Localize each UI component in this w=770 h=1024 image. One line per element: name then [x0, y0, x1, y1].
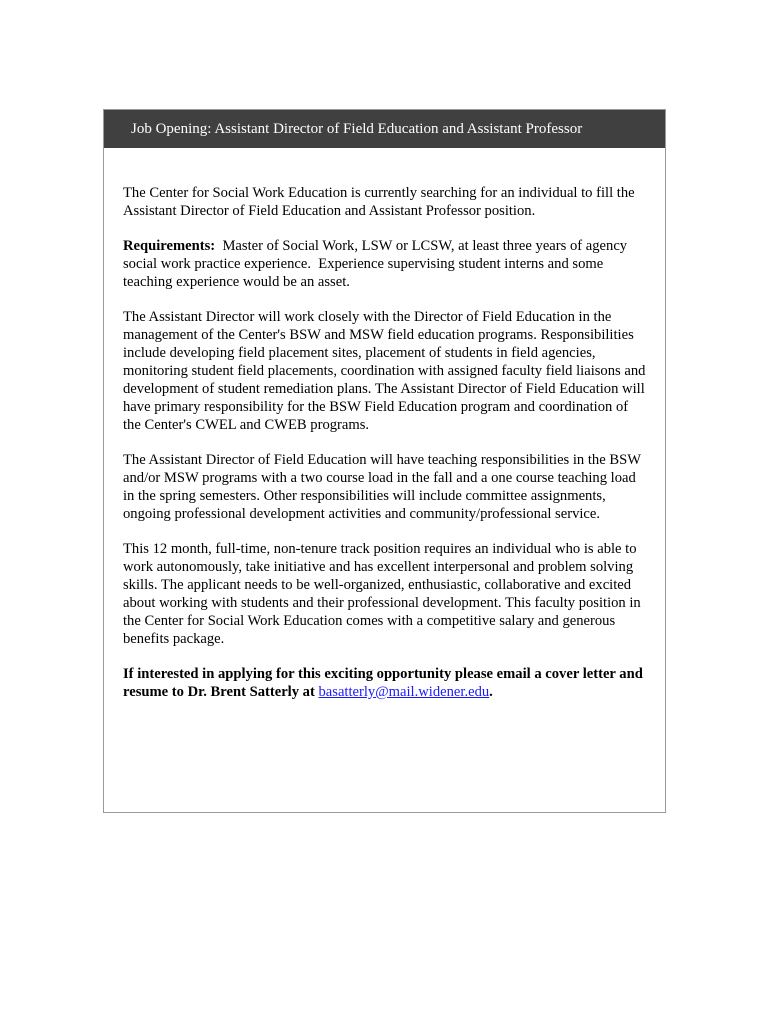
- job-posting-card: [103, 109, 666, 813]
- position-paragraph: This 12 month, full-time, non-tenure track position requires an individual who is able to work autonomously, take initiative and has excellent interpersonal and problem solving skills. The applicant needs to be well-organized, enthusiastic, collaborative and excited about working with students and their professional development. This faculty position in the Center for Social Work Education comes with a competitive salary and generous benefits package.: [123, 541, 641, 647]
- job-description-body: [104, 148, 665, 701]
- apply-paragraph: [123, 665, 647, 701]
- requirements-paragraph: [123, 237, 647, 291]
- requirements-text: Master of Social Work, LSW or LCSW, at least three years of agency social work practice experience. Experience supervising student interns and some teaching experience would be an asset.: [123, 238, 631, 290]
- duties-paragraph: The Assistant Director will work closely with the Director of Field Education in the management of the Center's BSW and MSW field education programs. Responsibilities include developing field placement sites, placement of students in field agencies, monitoring student field placements, coordination with assigned faculty field liaisons and development of student remediation plans. The Assistant Director of Field Education will have primary responsibility for the BSW Field Education program and coordination of the Center's CWEL and CWEB programs.: [123, 309, 646, 433]
- job-title: Job Opening: Assistant Director of Field Education and Assistant Professor: [131, 121, 583, 137]
- apply-text: If interested in applying for this exciting opportunity please email a cover letter and resume to Dr. Brent Satterly at: [123, 666, 643, 700]
- teaching-paragraph: The Assistant Director of Field Education will have teaching responsibilities in the BSW and/or MSW programs with a two course load in the fall and a one course teaching load in the spring semesters. Other responsibilities will include committee assignments, ongoing professional development activities and community/professional service.: [123, 452, 641, 522]
- apply-end: .: [489, 684, 493, 700]
- intro-paragraph: The Center for Social Work Education is currently searching for an individual to fill the Assistant Director of Field Education and Assistant Professor position.: [123, 185, 635, 219]
- job-title-header: [104, 110, 665, 148]
- email-link[interactable]: basatterly@mail.widener.edu: [318, 684, 490, 700]
- requirements-label: Requirements:: [123, 238, 216, 254]
